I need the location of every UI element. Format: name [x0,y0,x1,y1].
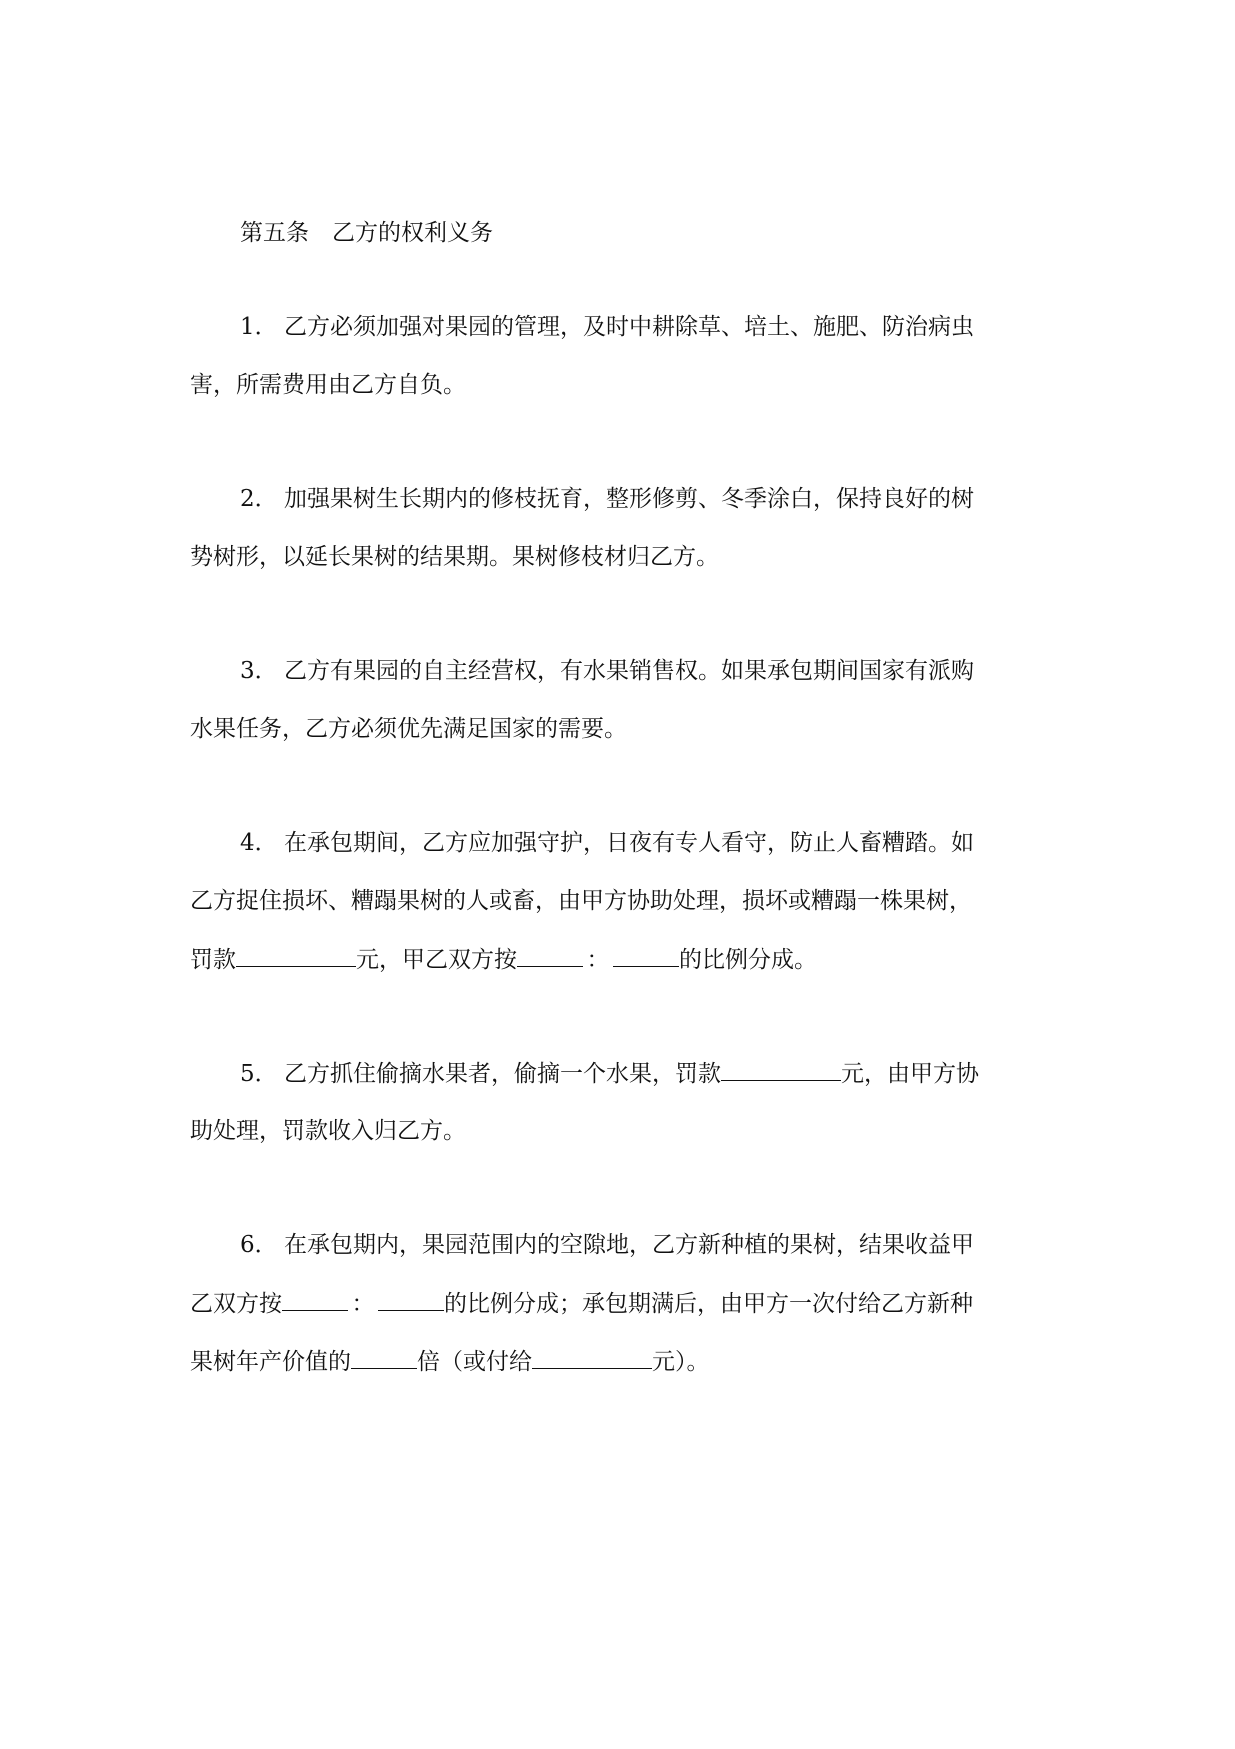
clause-4-line-3 [190,944,817,975]
clause-6-line-2 [190,1288,973,1319]
clause-2-text-1: 加强果树生长期内的修枝抚育，整形修剪、冬季涂白，保持良好的树 [284,486,974,512]
clause-1-line-2: 害，所需费用由乙方自负。 [190,372,466,398]
clause-3-text-1: 乙方有果园的自主经营权，有水果销售权。如果承包期间国家有派购 [284,658,974,684]
clause-2-number: 2． [240,486,278,512]
clause-4-text-3c: 的比例分成。 [679,947,817,973]
clause-5-line-2: 助处理，罚款收入归乙方。 [190,1118,466,1144]
clause-1-text-1: 乙方必须加强对果园的管理，及时中耕除草、培土、施肥、防治病虫 [284,314,974,340]
clause-6-line-1 [240,1230,974,1260]
clause-5-line-1 [240,1058,979,1089]
clause-2-line-1 [240,484,974,514]
clause-5-text-1a: 乙方抓住偷摘水果者，偷摘一个水果，罚款 [284,1061,721,1087]
ratio-colon-2: ： [351,1291,375,1317]
fine-amount-blank [236,944,356,967]
clause-5-text-1b: 元，由甲方协 [841,1061,979,1087]
clause-1-number: 1． [240,314,278,340]
ratio-blank-d [378,1288,444,1311]
clause-6-text-3c: 元）。 [652,1349,710,1375]
payment-amount-blank [532,1346,652,1369]
theft-fine-blank [721,1058,841,1081]
clause-3-line-2: 水果任务，乙方必须优先满足国家的需要。 [190,716,627,742]
clause-1-line-1 [240,312,974,342]
ratio-colon: ： [586,947,610,973]
multiple-blank [351,1346,417,1369]
clause-6-line-3 [190,1346,710,1377]
clause-4-line-2: 乙方捉住损坏、糟蹋果树的人或畜，由甲方协助处理，损坏或糟蹋一株果树， [190,888,972,914]
clause-3-number: 3． [240,658,278,684]
clause-6-text-3a: 果树年产价值的 [190,1349,351,1375]
ratio-blank-a [517,944,583,967]
clause-2-line-2: 势树形，以延长果树的结果期。果树修枝材归乙方。 [190,544,719,570]
clause-4-text-3a: 罚款 [190,947,236,973]
clause-6-text-2b: 的比例分成；承包期满后，由甲方一次付给乙方新种 [444,1291,973,1317]
ratio-blank-b [613,944,679,967]
clause-4-text-3b: 元，甲乙双方按 [356,947,517,973]
clause-4-number: 4． [240,830,278,856]
clause-6-text-2a: 乙双方按 [190,1291,282,1317]
clause-4-line-1 [240,828,974,858]
clause-3-line-1 [240,656,974,686]
ratio-blank-c [282,1288,348,1311]
clause-6-number: 6． [240,1232,278,1258]
clause-6-text-1: 在承包期内，果园范围内的空隙地，乙方新种植的果树，结果收益甲 [284,1232,974,1258]
article-heading: 第五条 乙方的权利义务 [240,220,493,246]
clause-6-text-3b: 倍（或付给 [417,1349,532,1375]
clause-4-text-1: 在承包期间，乙方应加强守护，日夜有专人看守，防止人畜糟踏。如 [284,830,974,856]
clause-5-number: 5． [240,1061,278,1087]
